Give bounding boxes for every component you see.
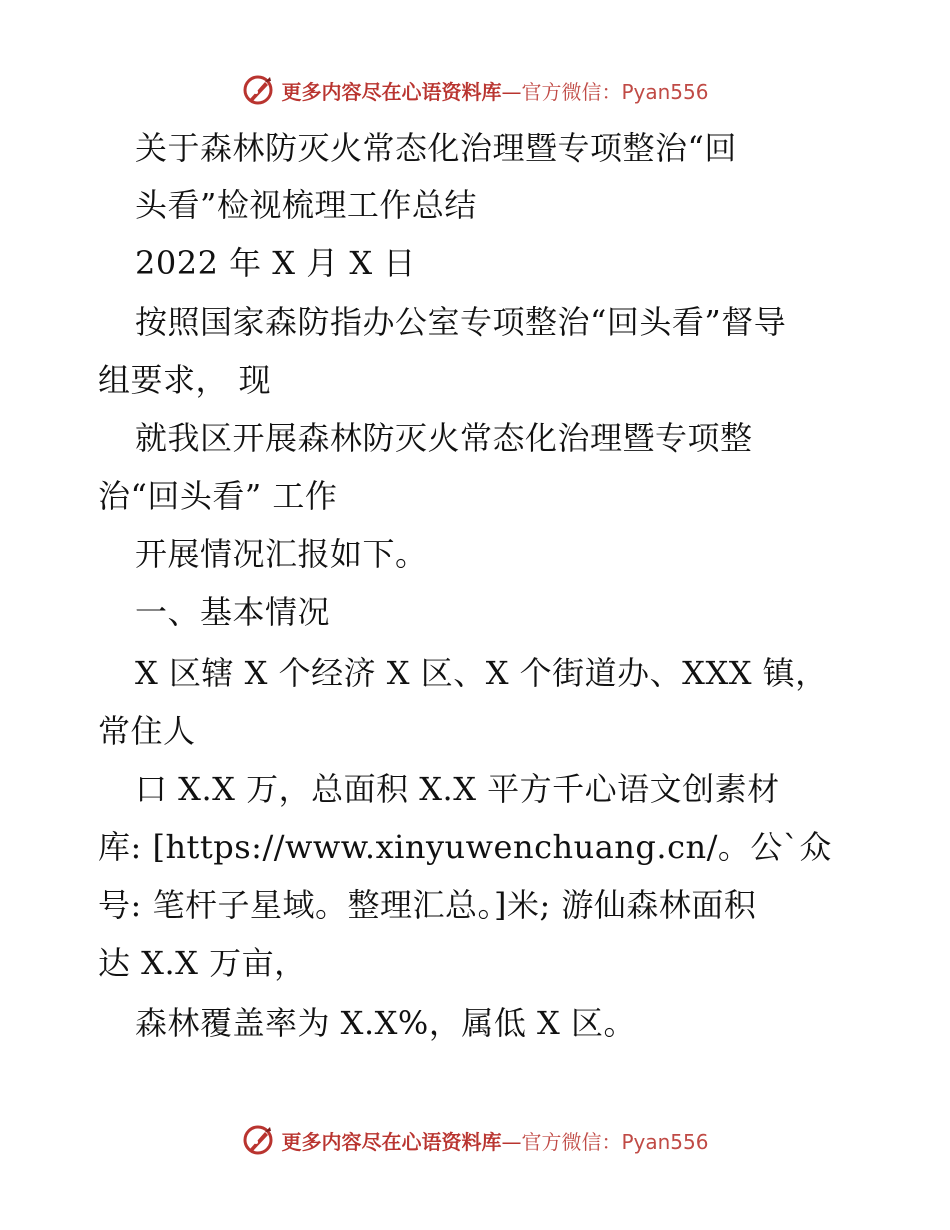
paragraph-5-line-2: 库: [https://www.xinyuwenchuang.cn/。公`众 (98, 828, 832, 866)
quill-pen-logo-icon (241, 73, 275, 107)
document-date: 2022 年 X 月 X 日 (135, 244, 416, 282)
document-title-line-2: 头看”检视梳理工作总结 (135, 186, 477, 224)
paragraph-5-line-3: 号: 笔杆子星域。整理汇总。]米; 游仙森林面积 (98, 886, 757, 924)
header-watermark-banner (0, 70, 950, 110)
header-watermark-text: 更多内容尽在心语资料库—官方微信：Pyan556 (281, 79, 709, 104)
paragraph-3-line-1: 开展情况汇报如下。 (135, 535, 428, 573)
paragraph-2-line-2: 治“回头看” 工作 (98, 477, 338, 515)
paragraph-1-line-1: 按照国家森防指办公室专项整治“回头看”督导 (135, 303, 787, 341)
paragraph-1-line-2: 组要求， 现 (98, 361, 272, 399)
paragraph-2-line-1: 就我区开展森林防灭火常态化治理暨专项整 (135, 419, 753, 457)
paragraph-5-line-4: 达 X.X 万亩， (98, 944, 307, 982)
paragraph-4-line-1: X 区辖 X 个经济 X 区、X 个街道办、XXX 镇， (135, 654, 828, 692)
quill-pen-logo-icon (241, 1123, 275, 1157)
paragraph-6-line-1: 森林覆盖率为 X.X%，属低 X 区。 (135, 1004, 636, 1042)
paragraph-5-line-1: 口 X.X 万，总面积 X.X 平方千心语文创素材 (135, 770, 780, 808)
footer-watermark-text: 更多内容尽在心语资料库—官方微信：Pyan556 (281, 1129, 709, 1154)
footer-watermark-banner (0, 1120, 950, 1160)
document-title-line-1: 关于森林防灭火常态化治理暨专项整治“回 (135, 129, 737, 167)
paragraph-4-line-2: 常住人 (98, 712, 196, 750)
section-1-heading: 一、基本情况 (135, 593, 331, 631)
